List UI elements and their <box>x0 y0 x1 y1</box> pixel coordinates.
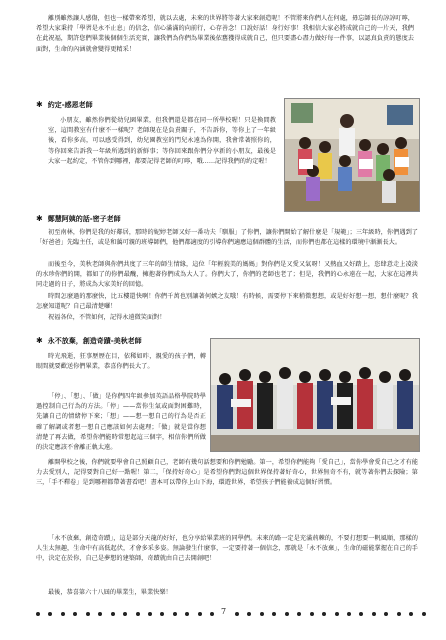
footer-dot-rule <box>36 607 426 621</box>
section-2-body-3: 時間怎麼過的那麼快，比五樓還快啊！你們千萬也別讓著何嫉之友哦！有時候，需要停下來稍微想想，或是好好想一想，想什麼呢？我怎麼知道呢？自己最清楚囉！ <box>36 293 418 311</box>
section-2-body-4: 祝福各位，不管如何，記得永遠微笑面對！ <box>48 314 166 321</box>
section-3-body-3: 離開學校之後，你們就要學會自己照顧自己，老師有幾句話想要和你們勉勵。第一，希望你們能夠「愛自己」，當你學會愛自己之才有能力去愛別人，記得要對自己好一點喔！第二，「保持好奇心」是希望你們對這個世界保持著好奇心，世界無奇不有，就等著你們去探險；第三，「手不釋卷」是到哪裡都帶著書看吧！書本可以帶你上山下海，環遊世界，希望孩子們能養成這個好習慣。 <box>36 459 418 487</box>
page-number: 7 <box>217 607 230 616</box>
section-2-body-1: 初至南林，你們是我的好鄰居，那時的妮婷老師又好一番功夫「馴服」了你們，讓你們開始了解什麼是「規範」；三年級時，你們遇到了「好爸爸」先臨主任，或是和藹可親的班導師們，他們都適度的引導你們適應這個群體的生活，而你們也都在這樣的環境中漸漸長大。 <box>36 229 418 247</box>
section-2-body-2: 而後至今，美秋老師與你們共度了三年的師生情緣，這位「年輕貌美的媽媽」對你們是又愛又氣呀！又熱血又好踏上，恣肆意走上凌淡的水珍你們的開，都如了的你們最醜，擁抱著你們成為大人了。你們大了，你們的老師也老了；但是，我們的心永遠在一起，大家在這裡共同走過的日子，將成為大家美好的回憶。 <box>36 261 418 289</box>
star-bullet-icon: ✱ <box>36 336 43 345</box>
section-3-body-4: 「永不放棄，創造奇蹟」，這是部分天龍的好好，也分享給畢業班的同學們。未來的路一定是充滿荊棘的，不要打想要一帆風順，那樣的人生太無趣，生命中有高低起伏，才會多采多姿。無論發生什麼事，一定要持著一個信念，那就是「永不放棄」，生命的磁能掌握在自己的手中，決定在於你，自己是夢想的建築師，奇蹟就由自己去開創吧！ <box>36 535 418 563</box>
students-group-photo <box>210 338 420 452</box>
section-3-heading: ✱ 永不放棄，創造奇蹟-美秋老師 <box>36 336 142 345</box>
kids-with-teacher-photo <box>284 98 420 212</box>
kids-photo-drawing <box>285 99 419 211</box>
section-1-body: 小朋友，雖然你們從幼兒園畢業，但我們還是都在同一所學校喔！只是換間教室，這間教室有什麼不一樣呢？老師現在是負責關子，不告訴你，等你上了一年級後，看你多高，可以感受得到，幼兒園教室的門兒永遠為你開，我會常著照你的，等你回來告訴我一年級所遇到的新鮮事；等你回來跟你們分享新的小朋友，最後是大家一起約定，不管你到哪裡，都要記得老師的叮嚀，哦……記得我們的約定喔！ <box>48 117 276 165</box>
star-bullet-icon: ✱ <box>36 100 43 109</box>
intro-paragraph: 離別雖然讓人感傷，但也一樣帶來希望，就以去處，未來的世界將等著大家來創造呢！不管將來你們人在何處，毋忘師長的諄諄叮嚀，希望大家秉持「學習是永不止息」的信念，信心滿滿的向前行，心存善念！口說好話！身行好事！我相信大家必將成就自己的一片天，我們在此祝福，期許您們畢業後個個生活充實，讓我們為你們為畢業後依舊獲得成就自己，但只要盡心盡力做好每一件事，以認真負責的態度去面對，生命的內涵就會變得更精采！ <box>36 15 414 53</box>
section-1-heading: ✱ 約定-感恩老師 <box>36 100 93 109</box>
students-photo-drawing <box>211 339 419 451</box>
section-3-body-1: 時光飛逝，狂事歷歷在目，依稀如昨，親愛的孩子們，轉眼間就要歡送你們畢業，恭喜你們長大了。 <box>36 353 206 371</box>
section-3-body-5: 最後，恭喜第六十八屆的畢業生，畢業快樂！ <box>48 589 172 596</box>
section-2-heading: ✱ 鄭慧阿姨的話-密子老師 <box>36 214 121 223</box>
section-3-body-2: 「停」、「想」、「做」是你們四年級參加英語品格學院時學過控制自己行為的方法。「停」——當你生氣或面對困難時，先讓自己的情緒停下來；「想」——想一想自己的行為是否正確了解調或者想一想自己應該如何去處理；「做」就是當你想清楚了再去做，希望你們能時常想起這三個字，相信你們所做的決定應該不會離正軌太遠。 <box>36 393 206 452</box>
star-bullet-icon: ✱ <box>36 214 43 223</box>
